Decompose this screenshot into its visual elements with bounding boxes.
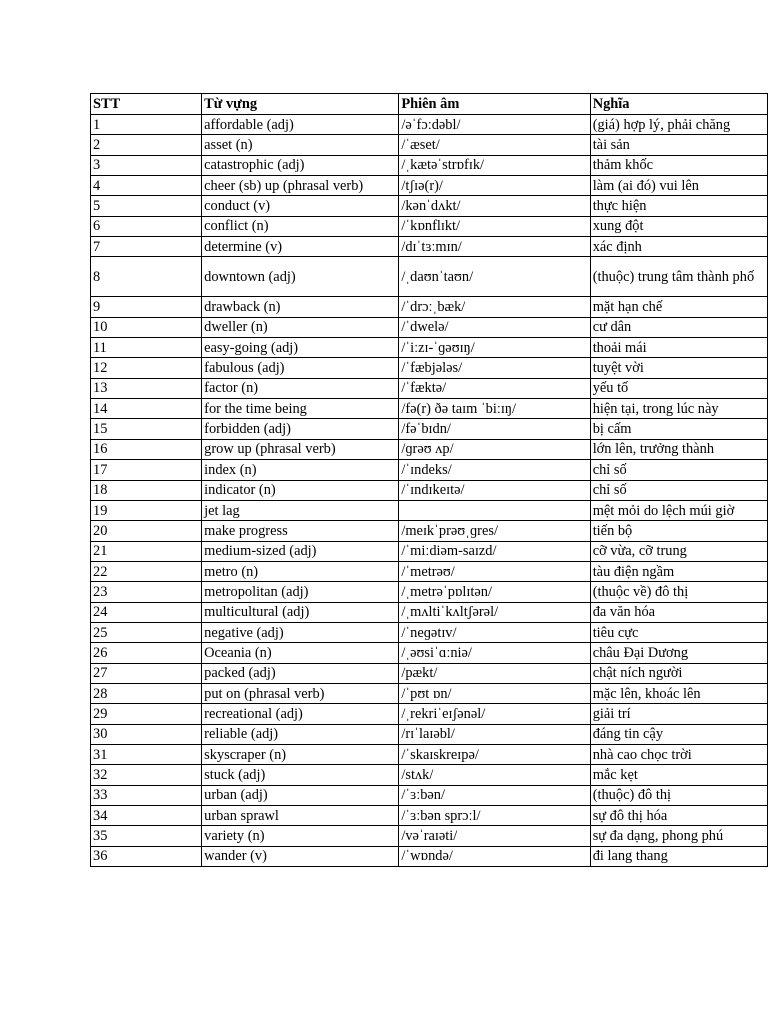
vocabulary-table xyxy=(90,93,768,867)
cell-meaning: yếu tố xyxy=(590,378,767,398)
cell-row-number: 21 xyxy=(91,541,202,561)
cell-row-number: 26 xyxy=(91,643,202,663)
cell-pronunciation: /ˌdaʊnˈtaʊn/ xyxy=(399,257,590,297)
cell-row-number: 10 xyxy=(91,317,202,337)
cell-word: cheer (sb) up (phrasal verb) xyxy=(202,176,399,196)
header-word: Từ vựng xyxy=(202,94,399,115)
cell-row-number: 18 xyxy=(91,480,202,500)
table-row xyxy=(91,561,768,581)
cell-pronunciation: /ˈpʊt ɒn/ xyxy=(399,683,590,703)
cell-meaning: châu Đại Dương xyxy=(590,643,767,663)
cell-row-number: 8 xyxy=(91,257,202,297)
cell-row-number: 25 xyxy=(91,622,202,642)
cell-word: conduct (v) xyxy=(202,196,399,216)
cell-word: dweller (n) xyxy=(202,317,399,337)
cell-row-number: 32 xyxy=(91,765,202,785)
cell-row-number: 20 xyxy=(91,521,202,541)
table-row xyxy=(91,622,768,642)
cell-row-number: 15 xyxy=(91,419,202,439)
cell-word: medium-sized (adj) xyxy=(202,541,399,561)
cell-meaning: đáng tin cậy xyxy=(590,724,767,744)
cell-row-number: 9 xyxy=(91,297,202,317)
table-row xyxy=(91,439,768,459)
cell-row-number: 27 xyxy=(91,663,202,683)
cell-pronunciation xyxy=(399,500,590,520)
cell-meaning: sự đô thị hóa xyxy=(590,806,767,826)
cell-row-number: 35 xyxy=(91,826,202,846)
cell-meaning: (thuộc về) đô thị xyxy=(590,582,767,602)
cell-meaning: nhà cao chọc trời xyxy=(590,744,767,764)
cell-word: urban (adj) xyxy=(202,785,399,805)
cell-row-number: 29 xyxy=(91,704,202,724)
table-row xyxy=(91,419,768,439)
cell-word: conflict (n) xyxy=(202,216,399,236)
cell-meaning: hiện tại, trong lúc này xyxy=(590,399,767,419)
cell-pronunciation: /ˈskaɪskreɪpə/ xyxy=(399,744,590,764)
table-row xyxy=(91,744,768,764)
cell-word: multicultural (adj) xyxy=(202,602,399,622)
cell-word: forbidden (adj) xyxy=(202,419,399,439)
cell-pronunciation: /rɪˈlaɪəbl/ xyxy=(399,724,590,744)
table-row xyxy=(91,237,768,257)
cell-word: grow up (phrasal verb) xyxy=(202,439,399,459)
cell-meaning: tiêu cực xyxy=(590,622,767,642)
cell-word: metro (n) xyxy=(202,561,399,581)
table-row xyxy=(91,704,768,724)
cell-pronunciation: /fə(r) ðə taɪm ˈbiːɪŋ/ xyxy=(399,399,590,419)
table-row xyxy=(91,683,768,703)
cell-pronunciation: /əˈfɔːdəbl/ xyxy=(399,115,590,135)
cell-pronunciation: /meɪkˈprəʊˌɡres/ xyxy=(399,521,590,541)
table-row xyxy=(91,806,768,826)
cell-meaning: tiến bộ xyxy=(590,521,767,541)
table-row xyxy=(91,500,768,520)
table-row xyxy=(91,196,768,216)
cell-pronunciation: /ˈiːzɪ-ˈɡəʊɪŋ/ xyxy=(399,338,590,358)
table-row xyxy=(91,602,768,622)
table-row xyxy=(91,317,768,337)
table-row xyxy=(91,765,768,785)
cell-word: catastrophic (adj) xyxy=(202,155,399,175)
cell-pronunciation: /ˈɪndɪkeɪtə/ xyxy=(399,480,590,500)
cell-row-number: 31 xyxy=(91,744,202,764)
cell-meaning: mặc lên, khoác lên xyxy=(590,683,767,703)
table-row xyxy=(91,724,768,744)
cell-meaning: lớn lên, trưởng thành xyxy=(590,439,767,459)
header-meaning: Nghĩa xyxy=(590,94,767,115)
cell-word: asset (n) xyxy=(202,135,399,155)
cell-pronunciation: /ˌmʌltiˈkʌltʃərəl/ xyxy=(399,602,590,622)
cell-word: reliable (adj) xyxy=(202,724,399,744)
cell-meaning: thảm khốc xyxy=(590,155,767,175)
table-row xyxy=(91,216,768,236)
cell-pronunciation: /ˈkɒnflɪkt/ xyxy=(399,216,590,236)
table-row xyxy=(91,378,768,398)
cell-word: determine (v) xyxy=(202,237,399,257)
header-pronunciation: Phiên âm xyxy=(399,94,590,115)
cell-pronunciation: /ˈneɡətɪv/ xyxy=(399,622,590,642)
header-stt: STT xyxy=(91,94,202,115)
cell-word: negative (adj) xyxy=(202,622,399,642)
cell-pronunciation: /ˌmetrəˈpɒlɪtən/ xyxy=(399,582,590,602)
cell-meaning: (thuộc) đô thị xyxy=(590,785,767,805)
cell-word: jet lag xyxy=(202,500,399,520)
cell-word: skyscraper (n) xyxy=(202,744,399,764)
table-row xyxy=(91,663,768,683)
cell-pronunciation: /ˈfæbjələs/ xyxy=(399,358,590,378)
cell-row-number: 2 xyxy=(91,135,202,155)
cell-word: variety (n) xyxy=(202,826,399,846)
cell-row-number: 1 xyxy=(91,115,202,135)
table-row xyxy=(91,338,768,358)
cell-meaning: thực hiện xyxy=(590,196,767,216)
table-row xyxy=(91,826,768,846)
table-row xyxy=(91,176,768,196)
cell-word: fabulous (adj) xyxy=(202,358,399,378)
cell-row-number: 6 xyxy=(91,216,202,236)
cell-meaning: chỉ số xyxy=(590,480,767,500)
cell-row-number: 19 xyxy=(91,500,202,520)
cell-row-number: 5 xyxy=(91,196,202,216)
cell-word: affordable (adj) xyxy=(202,115,399,135)
table-row xyxy=(91,541,768,561)
cell-meaning: cư dân xyxy=(590,317,767,337)
cell-meaning: chật ních người xyxy=(590,663,767,683)
cell-meaning: tài sản xyxy=(590,135,767,155)
table-row xyxy=(91,257,768,297)
table-row xyxy=(91,358,768,378)
cell-meaning: mắc kẹt xyxy=(590,765,767,785)
table-row xyxy=(91,297,768,317)
cell-word: factor (n) xyxy=(202,378,399,398)
cell-meaning: chỉ số xyxy=(590,460,767,480)
cell-pronunciation: /ˈwɒndə/ xyxy=(399,846,590,866)
cell-meaning: cỡ vừa, cỡ trung xyxy=(590,541,767,561)
cell-pronunciation: /ˌrekriˈeɪʃənəl/ xyxy=(399,704,590,724)
cell-word: stuck (adj) xyxy=(202,765,399,785)
cell-pronunciation: /stʌk/ xyxy=(399,765,590,785)
cell-word: downtown (adj) xyxy=(202,257,399,297)
table-row xyxy=(91,155,768,175)
cell-meaning: mệt mỏi do lệch múi giờ xyxy=(590,500,767,520)
cell-pronunciation: /kənˈdʌkt/ xyxy=(399,196,590,216)
cell-word: index (n) xyxy=(202,460,399,480)
cell-pronunciation: /ɡrəʊ ʌp/ xyxy=(399,439,590,459)
cell-meaning: xung đột xyxy=(590,216,767,236)
table-row xyxy=(91,135,768,155)
cell-row-number: 23 xyxy=(91,582,202,602)
cell-word: make progress xyxy=(202,521,399,541)
cell-meaning: thoải mái xyxy=(590,338,767,358)
cell-meaning: tuyệt vời xyxy=(590,358,767,378)
cell-word: metropolitan (adj) xyxy=(202,582,399,602)
cell-pronunciation: /ˈmetrəʊ/ xyxy=(399,561,590,581)
cell-row-number: 33 xyxy=(91,785,202,805)
cell-row-number: 14 xyxy=(91,399,202,419)
cell-meaning: tàu điện ngầm xyxy=(590,561,767,581)
cell-pronunciation: /ˈfæktə/ xyxy=(399,378,590,398)
table-row xyxy=(91,785,768,805)
cell-row-number: 16 xyxy=(91,439,202,459)
cell-pronunciation: /ˌkætəˈstrɒfɪk/ xyxy=(399,155,590,175)
cell-pronunciation: /dɪˈtɜːmɪn/ xyxy=(399,237,590,257)
table-row xyxy=(91,846,768,866)
cell-meaning: đa văn hóa xyxy=(590,602,767,622)
cell-row-number: 24 xyxy=(91,602,202,622)
cell-word: easy-going (adj) xyxy=(202,338,399,358)
cell-meaning: (giá) hợp lý, phải chăng xyxy=(590,115,767,135)
cell-row-number: 7 xyxy=(91,237,202,257)
cell-row-number: 22 xyxy=(91,561,202,581)
cell-pronunciation: /ˈdrɔːˌbæk/ xyxy=(399,297,590,317)
cell-word: for the time being xyxy=(202,399,399,419)
cell-word: indicator (n) xyxy=(202,480,399,500)
cell-pronunciation: /ˈɪndeks/ xyxy=(399,460,590,480)
cell-pronunciation: /ˈɜːbən/ xyxy=(399,785,590,805)
cell-pronunciation: /ˈæset/ xyxy=(399,135,590,155)
table-row xyxy=(91,460,768,480)
cell-meaning: bị cấm xyxy=(590,419,767,439)
table-row xyxy=(91,115,768,135)
header-row xyxy=(91,94,768,115)
cell-row-number: 30 xyxy=(91,724,202,744)
cell-row-number: 12 xyxy=(91,358,202,378)
cell-pronunciation: /pækt/ xyxy=(399,663,590,683)
cell-meaning: đi lang thang xyxy=(590,846,767,866)
table-row xyxy=(91,643,768,663)
cell-meaning: làm (ai đó) vui lên xyxy=(590,176,767,196)
cell-meaning: (thuộc) trung tâm thành phố xyxy=(590,257,767,297)
cell-row-number: 3 xyxy=(91,155,202,175)
cell-pronunciation: /ˈdwelə/ xyxy=(399,317,590,337)
cell-word: urban sprawl xyxy=(202,806,399,826)
cell-row-number: 11 xyxy=(91,338,202,358)
cell-row-number: 17 xyxy=(91,460,202,480)
cell-pronunciation: /ˈɜːbən sprɔːl/ xyxy=(399,806,590,826)
cell-word: wander (v) xyxy=(202,846,399,866)
cell-meaning: mặt hạn chế xyxy=(590,297,767,317)
cell-meaning: sự đa dạng, phong phú xyxy=(590,826,767,846)
cell-row-number: 28 xyxy=(91,683,202,703)
cell-meaning: giải trí xyxy=(590,704,767,724)
cell-word: put on (phrasal verb) xyxy=(202,683,399,703)
table-row xyxy=(91,521,768,541)
cell-word: Oceania (n) xyxy=(202,643,399,663)
cell-word: recreational (adj) xyxy=(202,704,399,724)
cell-pronunciation: /vəˈraɪəti/ xyxy=(399,826,590,846)
table-row xyxy=(91,582,768,602)
cell-row-number: 34 xyxy=(91,806,202,826)
cell-pronunciation: /ˈmiːdiəm-saɪzd/ xyxy=(399,541,590,561)
cell-pronunciation: /fəˈbɪdn/ xyxy=(399,419,590,439)
cell-word: drawback (n) xyxy=(202,297,399,317)
cell-row-number: 4 xyxy=(91,176,202,196)
table-row xyxy=(91,399,768,419)
cell-word: packed (adj) xyxy=(202,663,399,683)
cell-pronunciation: /ˌəʊsiˈɑːniə/ xyxy=(399,643,590,663)
cell-row-number: 13 xyxy=(91,378,202,398)
table-row xyxy=(91,480,768,500)
cell-row-number: 36 xyxy=(91,846,202,866)
cell-meaning: xác định xyxy=(590,237,767,257)
cell-pronunciation: /tʃɪə(r)/ xyxy=(399,176,590,196)
